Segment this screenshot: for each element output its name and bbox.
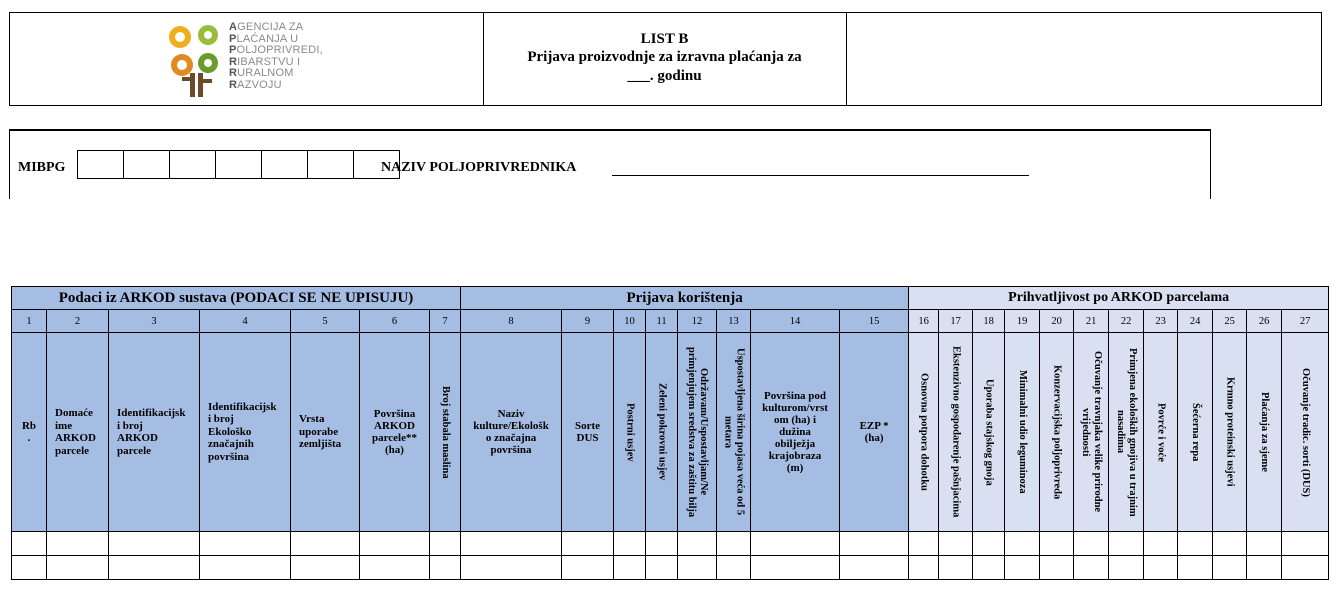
data-cell[interactable]	[47, 556, 109, 580]
mibpg-label: MIBPG	[18, 160, 66, 175]
column-number: 11	[646, 310, 678, 333]
data-cell[interactable]	[939, 532, 973, 556]
column-header	[646, 333, 678, 532]
column-number: 21	[1074, 310, 1109, 333]
data-cell[interactable]	[562, 556, 614, 580]
column-header-label: Konzervacijska poljoprivreda	[1051, 364, 1063, 500]
column-header-label: Domaće ime ARKOD parcele	[55, 407, 96, 457]
column-header	[717, 333, 751, 532]
data-cell[interactable]	[430, 556, 461, 580]
column-header-label: Krmno proteinski usjevi	[1224, 377, 1236, 487]
column-number: 6	[360, 310, 430, 333]
column-header	[1040, 333, 1074, 532]
column-header-label: Sorte DUS	[575, 420, 601, 444]
column-header	[909, 333, 939, 532]
column-header-label: Površina ARKOD parcele** (ha)	[371, 408, 417, 456]
column-number: 12	[678, 310, 717, 333]
form-header	[9, 12, 1322, 106]
data-cell[interactable]	[973, 556, 1005, 580]
data-cell[interactable]	[461, 556, 562, 580]
data-cell[interactable]	[646, 556, 678, 580]
column-number: 19	[1005, 310, 1040, 333]
data-cell[interactable]	[1005, 556, 1040, 580]
column-header-label: Plaćanja za sjeme	[1259, 392, 1271, 472]
data-cell[interactable]	[109, 556, 200, 580]
group-arkod: Podaci iz ARKOD sustava (PODACI SE NE UPISUJU)	[12, 287, 461, 310]
data-cell[interactable]	[1178, 532, 1213, 556]
column-header-label: Održavam/Uspostavljam/Ne primjenjujem sredstva za zaštitu bilja	[686, 346, 710, 518]
data-cell[interactable]	[1040, 556, 1074, 580]
column-header-label: Postrni usjev	[624, 402, 636, 462]
data-cell[interactable]	[47, 532, 109, 556]
data-cell[interactable]	[291, 556, 360, 580]
column-header-label: Naziv kulture/Ekološk o značajna površina	[473, 408, 549, 456]
data-cell[interactable]	[12, 556, 47, 580]
data-cell[interactable]	[200, 532, 291, 556]
data-cell[interactable]	[614, 532, 646, 556]
group-prihvatljivost: Prihvatljivost po ARKOD parcelama	[909, 287, 1329, 310]
data-cell[interactable]	[200, 556, 291, 580]
data-cell[interactable]	[291, 532, 360, 556]
column-number: 27	[1282, 310, 1329, 333]
logo-cell	[10, 13, 484, 105]
data-cell[interactable]	[840, 532, 909, 556]
data-cell[interactable]	[1144, 556, 1178, 580]
mibpg-digit-box[interactable]	[123, 150, 170, 179]
data-cell[interactable]	[1040, 532, 1074, 556]
column-number: 4	[200, 310, 291, 333]
column-header-label: Broj stabala maslina	[440, 385, 452, 479]
column-header-label: Osnovna potpora dohotku	[918, 373, 930, 491]
form-title: LIST B	[640, 31, 689, 47]
column-header-label: Vrsta uporabe zemljišta	[299, 413, 342, 451]
data-cell[interactable]	[360, 556, 430, 580]
column-header	[1247, 333, 1282, 532]
data-cell[interactable]	[840, 556, 909, 580]
column-header	[360, 333, 430, 532]
data-cell[interactable]	[1178, 556, 1213, 580]
parcel-table	[11, 286, 1329, 580]
data-cell[interactable]	[12, 532, 47, 556]
data-cell[interactable]	[678, 556, 717, 580]
column-header	[1213, 333, 1247, 532]
column-header-label: Minimalni udio leguminoza	[1017, 370, 1029, 494]
column-number: 9	[562, 310, 614, 333]
data-cell[interactable]	[109, 532, 200, 556]
column-header-label: Šećerna repa	[1190, 402, 1202, 462]
column-number: 18	[973, 310, 1005, 333]
column-number: 7	[430, 310, 461, 333]
data-cell[interactable]	[909, 556, 939, 580]
data-cell[interactable]	[1213, 556, 1247, 580]
column-number: 14	[751, 310, 840, 333]
data-cell[interactable]	[1282, 532, 1329, 556]
agency-name: AGENCIJA ZA PLAĆANJA U POLJOPRIVREDI, RIBARSTVU I RURALNOM RAZVOJU	[229, 21, 323, 91]
column-number: 17	[939, 310, 973, 333]
mibpg-digit-box[interactable]	[77, 150, 124, 179]
data-cell[interactable]	[973, 532, 1005, 556]
column-number: 15	[840, 310, 909, 333]
data-cell[interactable]	[1074, 556, 1109, 580]
column-header	[939, 333, 973, 532]
data-cell[interactable]	[1109, 556, 1144, 580]
data-cell[interactable]	[461, 532, 562, 556]
mibpg-digit-box[interactable]	[215, 150, 262, 179]
data-cell[interactable]	[1247, 556, 1282, 580]
column-header	[291, 333, 360, 532]
column-header	[200, 333, 291, 532]
column-header	[430, 333, 461, 532]
column-header-label: Uspostavljena širina pojasa veća od 5 metara	[722, 348, 746, 516]
column-header	[614, 333, 646, 532]
data-cell[interactable]	[1213, 532, 1247, 556]
column-header	[109, 333, 200, 532]
column-header	[1178, 333, 1213, 532]
column-header-label: Identifikacijsk i broj ARKOD parcele	[117, 407, 186, 457]
farmer-info	[9, 129, 1211, 199]
apprrr-logo-icon	[160, 21, 232, 99]
data-cell[interactable]	[562, 532, 614, 556]
column-header-label: Rb .	[21, 420, 37, 444]
data-cell[interactable]	[1005, 532, 1040, 556]
column-number: 16	[909, 310, 939, 333]
column-header	[47, 333, 109, 532]
form-year: ___. godinu	[627, 68, 702, 84]
column-header-label: EZP * (ha)	[859, 420, 889, 444]
column-header	[1144, 333, 1178, 532]
farmer-name-label: NAZIV POLJOPRIVREDNIKA	[381, 160, 577, 175]
data-cell[interactable]	[360, 532, 430, 556]
data-cell[interactable]	[614, 556, 646, 580]
column-header-label: Primjena ekoloških gnojiva u trajnim nasadima	[1115, 347, 1139, 517]
data-cell[interactable]	[939, 556, 973, 580]
mibpg-digit-box[interactable]	[261, 150, 308, 179]
data-cell[interactable]	[1074, 532, 1109, 556]
column-header	[1005, 333, 1040, 532]
column-header-label: Zeleni pokrovni usjev	[656, 383, 668, 481]
column-header	[1074, 333, 1109, 532]
data-cell[interactable]	[751, 532, 840, 556]
column-header	[1109, 333, 1144, 532]
group-prijava: Prijava korištenja	[461, 287, 909, 310]
data-cell[interactable]	[751, 556, 840, 580]
mibpg-digit-box[interactable]	[169, 150, 216, 179]
column-header-label: Povrće i voće	[1155, 402, 1167, 462]
column-header-label: Identifikacijsk i broj Ekološko značajnih površina	[208, 400, 277, 463]
column-header	[461, 333, 562, 532]
farmer-name-field[interactable]	[612, 175, 1029, 176]
column-header	[12, 333, 47, 532]
data-cell[interactable]	[646, 532, 678, 556]
column-header-label: Uporaba stajskog gnoja	[983, 378, 995, 486]
column-number: 22	[1109, 310, 1144, 333]
column-header	[678, 333, 717, 532]
column-number: 8	[461, 310, 562, 333]
column-number: 10	[614, 310, 646, 333]
mibpg-digit-box[interactable]	[307, 150, 354, 179]
data-cell[interactable]	[678, 532, 717, 556]
data-cell[interactable]	[430, 532, 461, 556]
form-subtitle: Prijava proizvodnje za izravna plaćanja za	[527, 49, 802, 65]
column-header	[751, 333, 840, 532]
data-cell[interactable]	[1247, 532, 1282, 556]
column-header	[1282, 333, 1329, 532]
column-number: 5	[291, 310, 360, 333]
data-cell[interactable]	[717, 556, 751, 580]
column-header	[840, 333, 909, 532]
column-number: 1	[12, 310, 47, 333]
column-number: 2	[47, 310, 109, 333]
column-header-label: Očuvanje tradic. sorti (DUS)	[1300, 367, 1312, 497]
column-header	[973, 333, 1005, 532]
data-cell[interactable]	[1144, 532, 1178, 556]
column-number: 25	[1213, 310, 1247, 333]
column-number: 13	[717, 310, 751, 333]
data-cell[interactable]	[1109, 532, 1144, 556]
column-header-label: Očuvanje travnjaka velike prirodne vrijednosti	[1080, 351, 1104, 513]
column-number: 20	[1040, 310, 1074, 333]
column-header-label: Površina pod kulturom/vrst om (ha) i dužina obilježja krajobraza (m)	[762, 390, 828, 474]
column-number: 23	[1144, 310, 1178, 333]
column-header	[562, 333, 614, 532]
column-number: 24	[1178, 310, 1213, 333]
data-cell[interactable]	[909, 532, 939, 556]
column-header-label: Ekstenzivno gospodarenje pašnjacima	[950, 346, 962, 518]
column-number: 3	[109, 310, 200, 333]
title-cell	[483, 13, 847, 105]
mibpg-boxes	[78, 150, 400, 179]
column-number: 26	[1247, 310, 1282, 333]
data-cell[interactable]	[1282, 556, 1329, 580]
data-cell[interactable]	[717, 532, 751, 556]
